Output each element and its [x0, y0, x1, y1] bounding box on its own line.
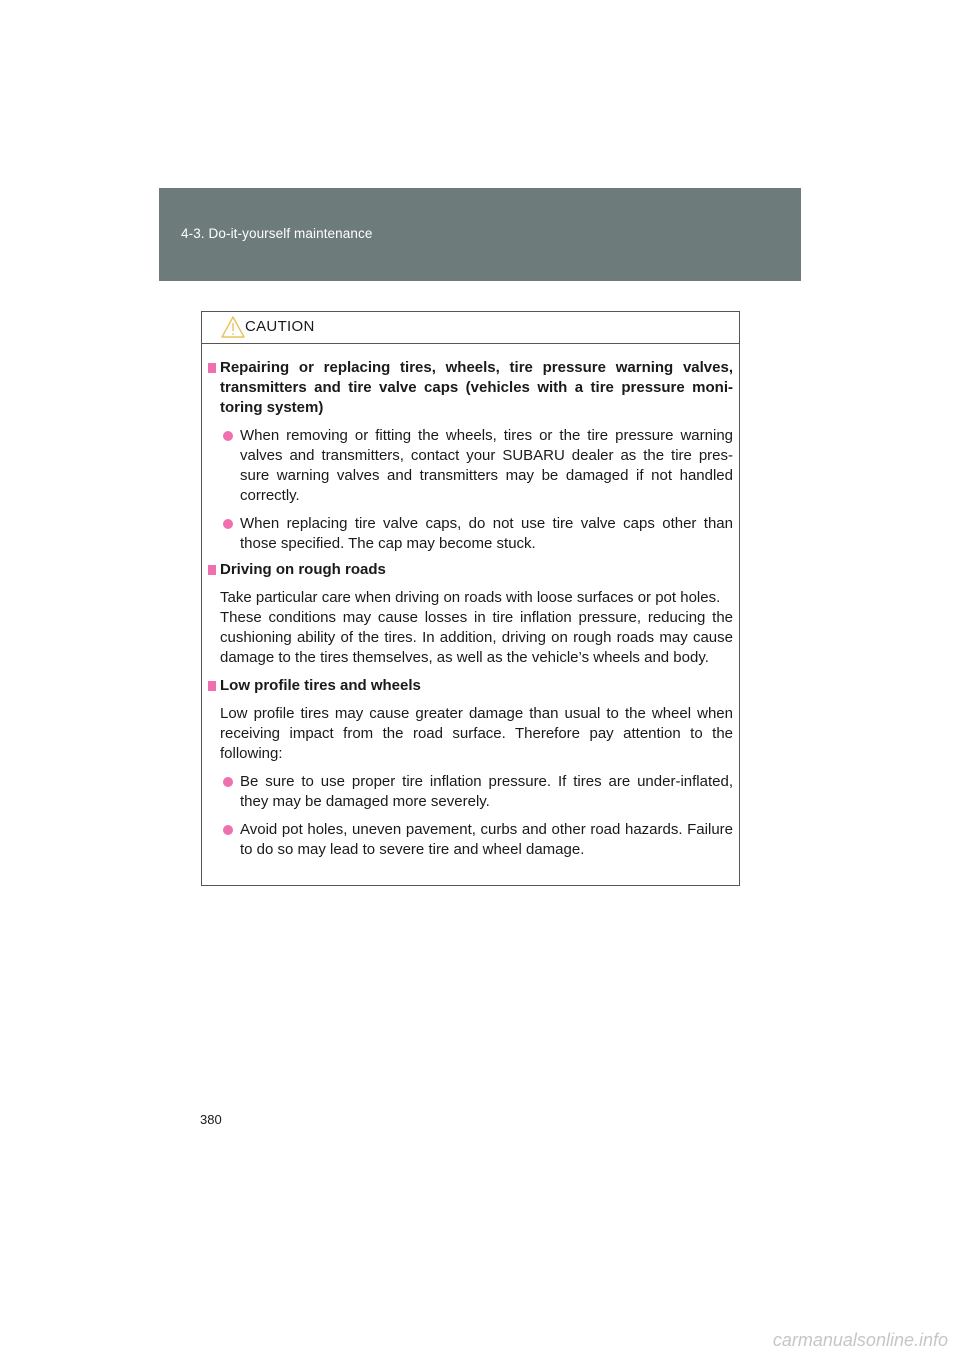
bullet-text: When replacing tire valve caps, do not use tire valve caps other than those specified. The cap may become stuck. — [240, 515, 733, 552]
round-bullet-icon — [223, 519, 233, 529]
bullet-text: Be sure to use proper tire inflation pressure. If tires are under-inflated, they may be damaged more severely. — [240, 773, 733, 810]
section-heading — [208, 358, 733, 418]
list-item — [208, 514, 733, 554]
section-heading — [208, 676, 733, 696]
square-bullet-icon — [208, 565, 216, 575]
round-bullet-icon — [223, 825, 233, 835]
section-heading — [208, 560, 733, 580]
caution-box — [201, 311, 740, 886]
bullet-text: When removing or fitting the wheels, tires or the tire pressure warning valves and transmitters, contact your SUBARU dealer as the tire pres-sure warning valves and transmitters may be damaged if not handled correctly. — [240, 427, 733, 504]
paragraph: These conditions may cause losses in tire inflation pressure, reducing the cushioning ability of the tires. In addition, driving on rough roads may cause damage to the tires themselves, as well as the vehicle’s wheels and body. — [220, 609, 733, 666]
header-band — [159, 188, 801, 281]
page-number: 380 — [200, 1112, 222, 1127]
watermark: carmanualsonline.info — [772, 1330, 948, 1350]
list-item — [208, 426, 733, 506]
caution-header — [202, 312, 739, 344]
square-bullet-icon — [208, 681, 216, 691]
paragraph: Take particular care when driving on roads with loose surfaces or pot holes. — [220, 589, 721, 606]
caution-body — [202, 344, 739, 860]
round-bullet-icon — [223, 777, 233, 787]
heading-text: Driving on rough roads — [220, 561, 386, 578]
list-item — [208, 772, 733, 812]
caution-label: CAUTION — [245, 318, 315, 335]
list-item — [208, 820, 733, 860]
bullet-text: Avoid pot holes, uneven pavement, curbs and other road hazards. Failure to do so may lead to severe tire and wheel damage. — [240, 821, 733, 858]
warning-triangle-icon — [220, 315, 246, 339]
section-title: 4-3. Do-it-yourself maintenance — [181, 226, 373, 241]
paragraph: Low profile tires may cause greater damage than usual to the wheel when receiving impact from the road surface. Therefore pay attention to the following: — [220, 705, 733, 762]
heading-text: Low profile tires and wheels — [220, 677, 421, 694]
square-bullet-icon — [208, 363, 216, 373]
round-bullet-icon — [223, 431, 233, 441]
heading-text: Repairing or replacing tires, wheels, tire pressure warning valves, transmitters and tire valve caps (vehicles with a tire pressure moni-toring system) — [220, 359, 733, 416]
